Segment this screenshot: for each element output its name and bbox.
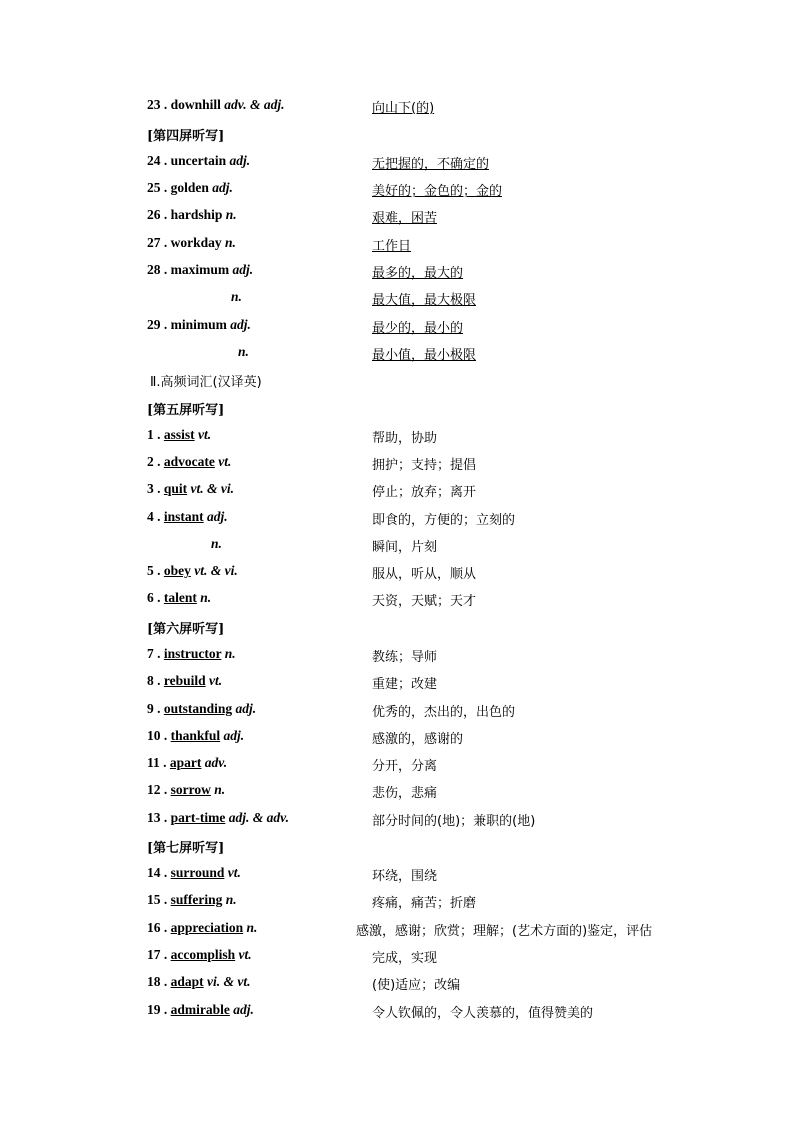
vocab-row (0, 563, 794, 587)
vocab-row (0, 481, 794, 505)
vocab-row (0, 782, 794, 806)
vocab-term: 7 . instructor n. (147, 646, 236, 661)
vocab-meaning: 最大值，最大极限 (372, 293, 477, 308)
vocab-meaning: 向山下(的) (372, 101, 435, 116)
vocab-term: 26 . hardship n. (147, 207, 237, 222)
vocab-term: 5 . obey vt. & vi. (147, 563, 238, 578)
vocab-row-sub (0, 536, 794, 560)
vocab-row (0, 646, 794, 670)
vocab-meaning: 天资，天赋；天才 (372, 594, 477, 609)
vocab-term: 12 . sorrow n. (147, 782, 226, 797)
vocab-term: 16 . appreciation n. (147, 920, 258, 935)
vocab-row (0, 728, 794, 752)
vocab-term: 19 . admirable adj. (147, 1002, 254, 1017)
vocab-term: 6 . talent n. (147, 590, 212, 605)
vocab-term: 4 . instant adj. (147, 509, 228, 524)
vocab-meaning: 最少的，最小的 (372, 321, 464, 336)
vocab-term: 2 . advocate vt. (147, 454, 232, 469)
vocab-term: 24 . uncertain adj. (147, 153, 251, 168)
vocab-meaning: 帮助，协助 (372, 431, 438, 446)
vocab-meaning: 无把握的，不确定的 (372, 157, 490, 172)
vocab-meaning: 最多的，最大的 (372, 266, 464, 281)
section-label: [第四屏听写] (147, 129, 225, 144)
section-label-row (0, 125, 794, 149)
vocab-row (0, 673, 794, 697)
vocab-row-sub (0, 289, 794, 313)
part-heading: Ⅱ.高频词汇(汉译英) (150, 375, 262, 390)
vocab-meaning: 悲伤，悲痛 (372, 786, 438, 801)
vocab-row (0, 180, 794, 204)
vocab-sub-pos: n. (211, 536, 222, 551)
vocab-meaning: 最小值，最小极限 (372, 348, 477, 363)
vocab-term: 14 . surround vt. (147, 865, 241, 880)
vocab-row (0, 509, 794, 533)
vocab-term: 13 . part-time adj. & adv. (147, 810, 289, 825)
vocab-row (0, 454, 794, 478)
section-label: [第五屏听写] (147, 403, 225, 418)
vocab-term: 17 . accomplish vt. (147, 947, 252, 962)
vocab-term: 27 . workday n. (147, 235, 236, 250)
vocab-meaning: 工作日 (372, 239, 412, 254)
vocab-row (0, 974, 794, 998)
vocab-term: 18 . adapt vi. & vt. (147, 974, 251, 989)
vocab-row (0, 701, 794, 725)
part-heading-row (0, 371, 794, 395)
vocab-meaning: 分开，分离 (372, 759, 438, 774)
vocab-row (0, 235, 794, 259)
vocab-term: 29 . minimum adj. (147, 317, 251, 332)
vocab-sub-pos: n. (231, 289, 242, 304)
vocab-term: 8 . rebuild vt. (147, 673, 223, 688)
vocab-meaning: 瞬间，片刻 (372, 540, 438, 555)
vocab-meaning: 拥护；支持；提倡 (372, 458, 477, 473)
vocab-term: 28 . maximum adj. (147, 262, 254, 277)
vocab-meaning: 服从，听从，顺从 (372, 567, 477, 582)
vocab-meaning: 艰难，困苦 (372, 211, 438, 226)
vocab-meaning: 部分时间的(地)；兼职的(地) (372, 814, 536, 829)
section-label: [第六屏听写] (147, 622, 225, 637)
section-label-row (0, 618, 794, 642)
vocab-row (0, 865, 794, 889)
vocab-row-sub (0, 344, 794, 368)
vocab-term: 11 . apart adv. (147, 755, 228, 770)
vocab-meaning: 重建；改建 (372, 677, 438, 692)
vocab-meaning: 完成，实现 (372, 951, 438, 966)
vocab-meaning: 疼痛，痛苦；折磨 (372, 896, 477, 911)
vocab-meaning: 感激的，感谢的 (372, 732, 464, 747)
vocab-row (0, 590, 794, 614)
vocab-row (0, 427, 794, 451)
vocab-term: 23 . downhill adv. & adj. (147, 97, 285, 112)
vocab-row (0, 755, 794, 779)
section-label: [第七屏听写] (147, 841, 225, 856)
vocab-row (0, 920, 794, 944)
vocab-row (0, 97, 794, 121)
vocab-term: 15 . suffering n. (147, 892, 237, 907)
vocab-term: 10 . thankful adj. (147, 728, 245, 743)
vocab-row (0, 262, 794, 286)
vocab-term: 1 . assist vt. (147, 427, 212, 442)
vocab-meaning: 即食的，方便的；立刻的 (372, 513, 516, 528)
vocab-row (0, 947, 794, 971)
vocab-meaning: 美好的；金色的；金的 (372, 184, 503, 199)
vocab-meaning: 教练；导师 (372, 650, 438, 665)
vocab-term: 9 . outstanding adj. (147, 701, 257, 716)
vocab-row (0, 317, 794, 341)
vocab-row (0, 207, 794, 231)
vocab-term: 3 . quit vt. & vi. (147, 481, 235, 496)
vocab-meaning: 令人钦佩的，令人羡慕的，值得赞美的 (372, 1006, 594, 1021)
vocab-row (0, 153, 794, 177)
vocab-sub-pos: n. (238, 344, 249, 359)
vocab-meaning: 停止；放弃；离开 (372, 485, 477, 500)
vocab-row (0, 1002, 794, 1026)
section-label-row (0, 837, 794, 861)
vocab-term: 25 . golden adj. (147, 180, 233, 195)
vocab-meaning: 感激，感谢；欣赏；理解；(艺术方面的)鉴定，评估 (356, 924, 653, 939)
vocab-row (0, 892, 794, 916)
vocab-row (0, 810, 794, 834)
section-label-row (0, 399, 794, 423)
vocab-meaning: 优秀的，杰出的，出色的 (372, 705, 516, 720)
vocab-meaning: 环绕，围绕 (372, 869, 438, 884)
vocab-meaning: (使)适应；改编 (372, 978, 461, 993)
